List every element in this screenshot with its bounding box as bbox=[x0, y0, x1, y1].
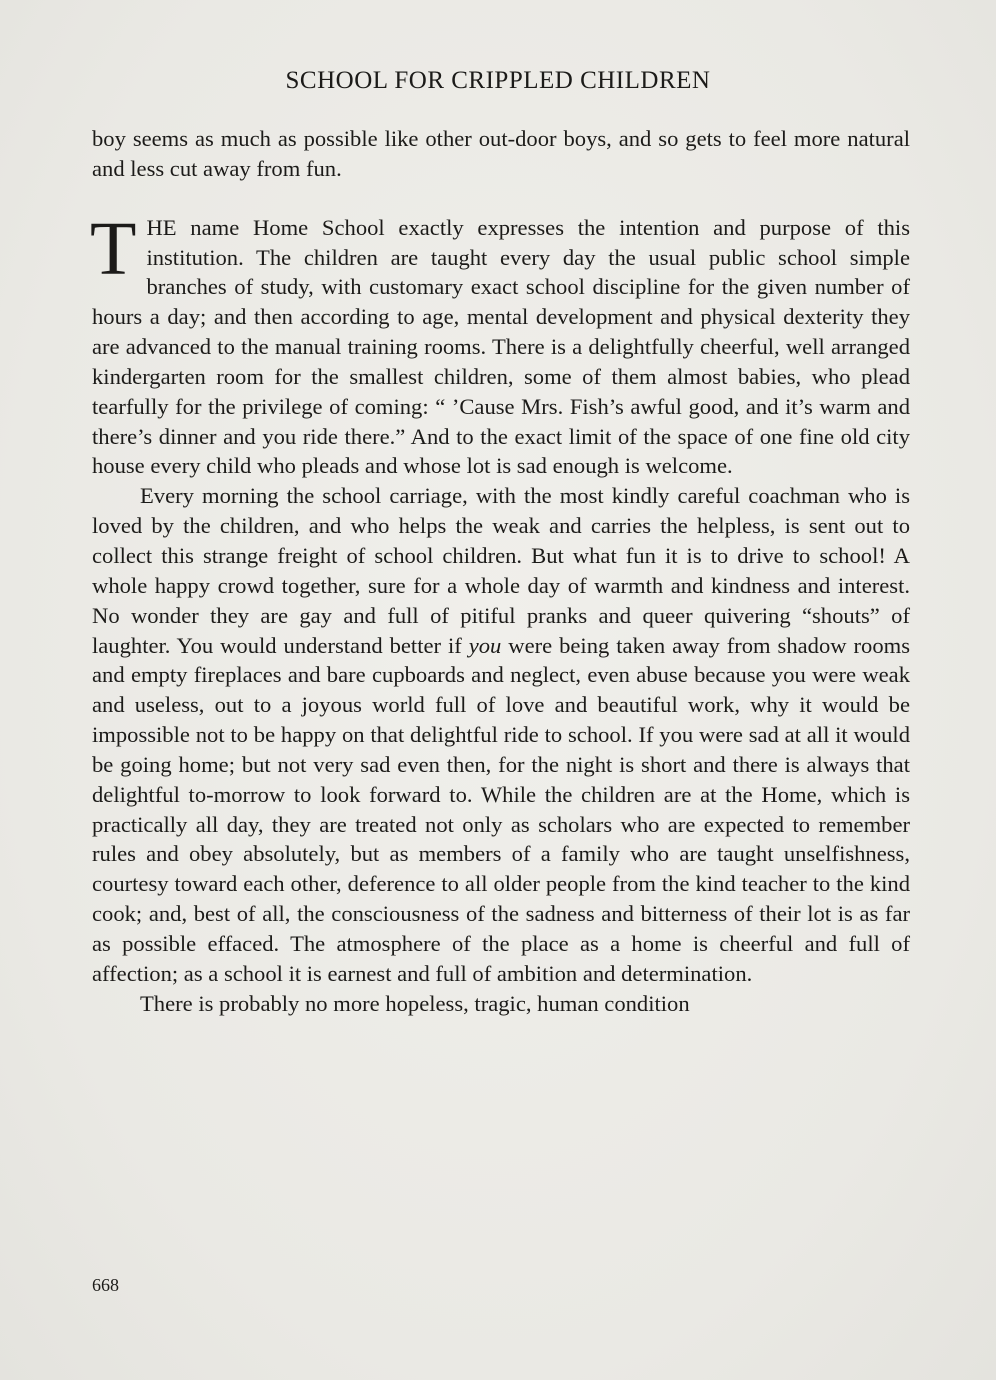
paragraph-1 bbox=[90, 206, 910, 482]
body-text bbox=[92, 124, 910, 1018]
paragraph-2-text-a: Every morning the school carriage, with the most kindly careful coachman who is loved by the children, and who helps the weak and carries the helpless, is sent out to collect this strange freight of school children. But what fun it is to drive to school! A whole happy crowd together, sure for a whole day of warmth and kindness and interest. No wonder they are gay and full of pitiful pranks and queer quivering “shouts” of laughter. You would understand better if bbox=[92, 483, 910, 658]
running-head: SCHOOL FOR CRIPPLED CHILDREN bbox=[285, 67, 711, 94]
italic-word: you bbox=[468, 632, 502, 658]
paragraph-3: There is probably no more hopeless, tragic, human condition bbox=[140, 990, 690, 1016]
paragraph-2-text-b: were being taken away from shadow rooms and empty fireplaces and bare cupboards and neglect, even abuse because you were weak and useless, out to a joyous world full of love and beautiful work, why it would be impossible not to be happy on that delightful ride to school. If you were sad at all it would be going home; but not very sad even then, for the night is short and there is always that delightful to-morrow to look forward to. While the children are at the Home, which is practically all day, they are treated not only as scholars who are expected to remember rules and obey absolutely, but as members of a family who are taught unselfishness, courtesy toward each other, deference to all older people from the kind teacher to the kind cook; and, best of all, the consciousness of the sadness and bitterness of their lot is as far as possible effaced. The atmosphere of the place as a home is cheerful and full of affection; as a school it is earnest and full of ambition and determination. bbox=[92, 632, 910, 986]
paragraph-1-text: HE name Home School exactly expresses the intention and purpose of this institution. The children are taught every day the usual public school simple branches of study, with customary exact school discipline for the given number of hours a day; and then according to age, mental development and physical dexterity they are advanced to the manual training rooms. There is a delightfully cheerful, well arranged kindergarten room for the smallest children, some of them almost babies, who plead tearfully for the privilege of coming: “ ’Cause Mrs. Fish’s awful good, and it’s warm and there’s dinner and you ride there.” And to the exact limit of the space of one fine old city house every child who pleads and whose lot is sad enough is welcome. bbox=[92, 214, 910, 479]
drop-cap: T bbox=[90, 206, 137, 291]
paragraph-2 bbox=[92, 481, 910, 988]
home-school-section bbox=[90, 206, 910, 1019]
continuation-paragraph: boy seems as much as possible like other out-door boys, and so gets to feel more natural and less cut away from fun. bbox=[92, 126, 910, 181]
page-number: 668 bbox=[92, 1275, 119, 1295]
